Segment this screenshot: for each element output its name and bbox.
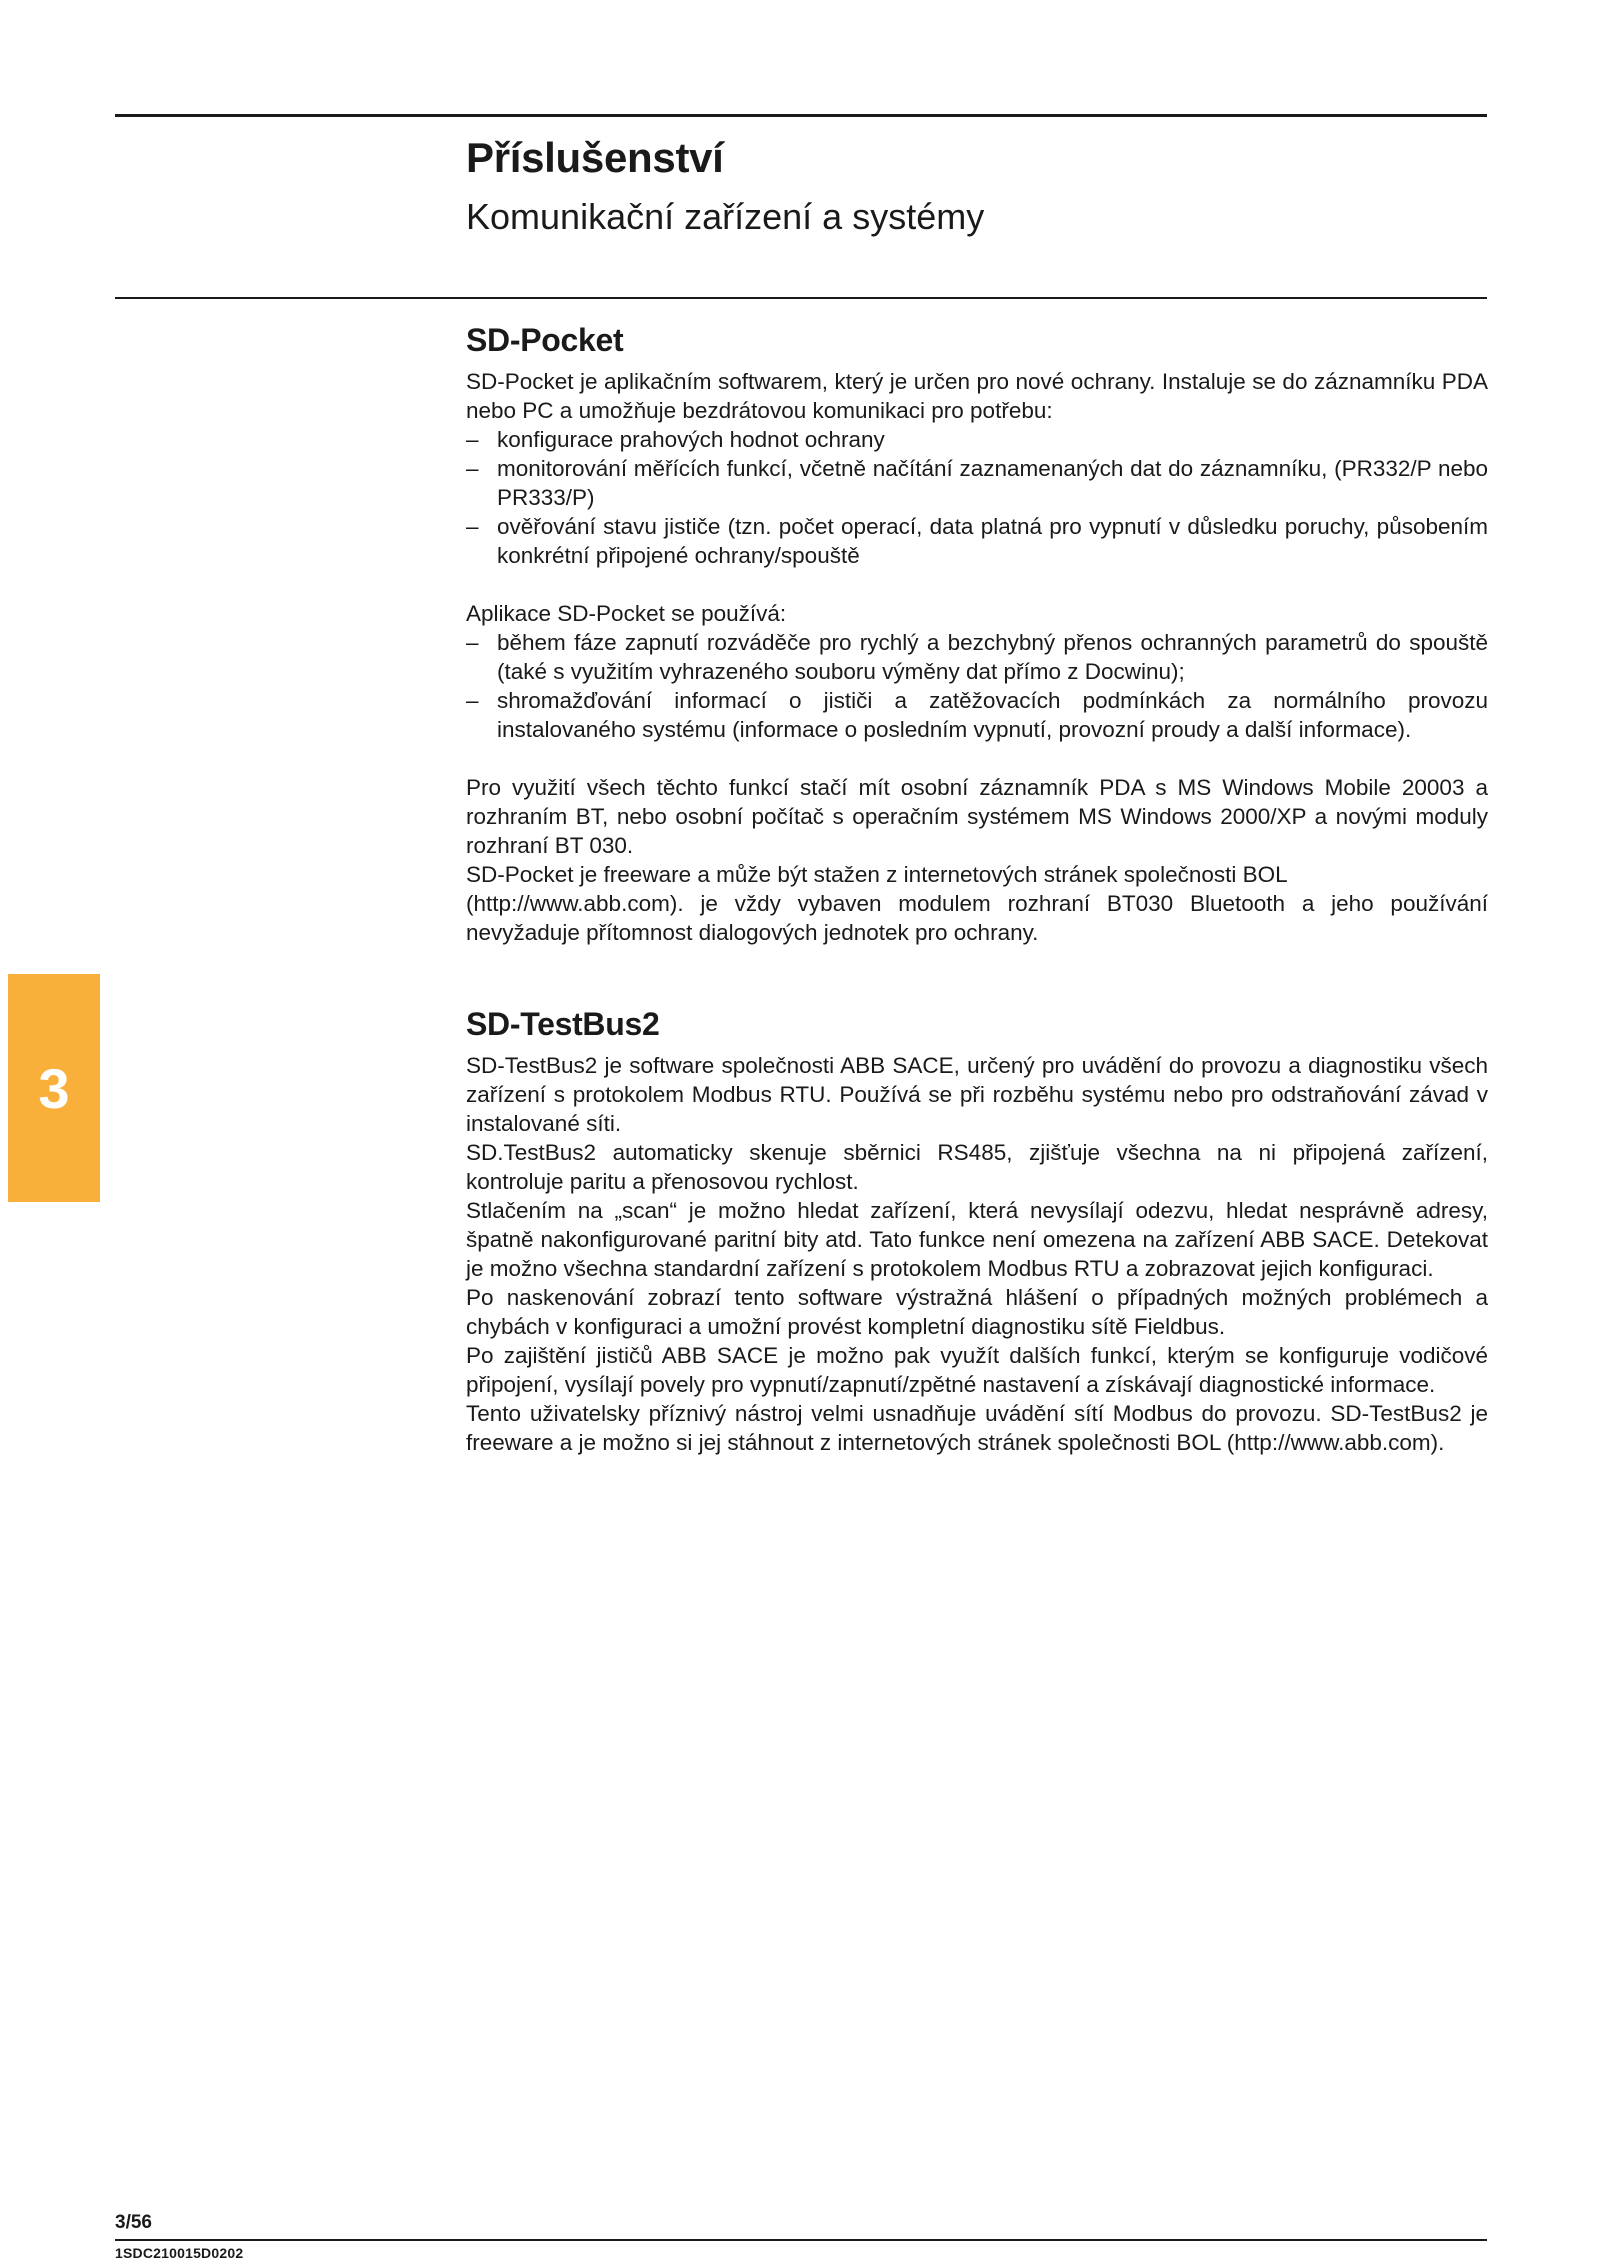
header-divider xyxy=(115,297,1487,299)
list-item: – shromažďování informací o jističi a zatěžovacích podmínkách za normálního provozu instalovaného systému (informace o posledním vypnutí, provozní proudy a další informace). xyxy=(466,688,1488,742)
list-item: – monitorování měřících funkcí, včetně načítání zaznamenaných dat do záznamníku, (PR332/P nebo PR333/P) xyxy=(466,456,1488,510)
sd-pocket-freeware: SD-Pocket je freeware a může být stažen z internetových stránek společnosti BOL xyxy=(466,862,1288,887)
sd-pocket-applications-list xyxy=(466,628,1488,744)
sd-pocket-heading: SD-Pocket xyxy=(466,322,624,358)
sd-pocket-freeware-cont: (http://www.abb.com). je vždy vybaven modulem rozhraní BT030 Bluetooth a jeho používání nevyžaduje přítomnost dialogových jednotek pro ochrany. xyxy=(466,891,1488,945)
top-divider xyxy=(115,114,1487,117)
sd-pocket-intro: SD-Pocket je aplikačním softwarem, který je určen pro nové ochrany. Instaluje se do záznamníku PDA nebo PC a umožňuje bezdrátovou komunikaci pro potřebu: xyxy=(466,369,1488,423)
document-code: 1SDC210015D0202 xyxy=(115,2245,244,2261)
page-subtitle: Komunikační zařízení a systémy xyxy=(466,196,985,237)
sd-testbus2-section xyxy=(466,1006,1488,1457)
list-item: – konfigurace prahových hodnot ochrany xyxy=(466,427,885,452)
footer-divider xyxy=(115,2239,1487,2241)
sd-testbus2-paragraph: SD-TestBus2 je software společnosti ABB SACE, určený pro uvádění do provozu a diagnostiku všech zařízení s protokolem Modbus RTU. Používá se při rozběhu systému nebo pro odstraňování závad v instalované síti. xyxy=(466,1053,1488,1136)
page-number: 3/56 xyxy=(115,2212,152,2233)
list-item: – během fáze zapnutí rozváděče pro rychlý a bezchybný přenos ochranných parametrů do spouště (také s využitím vyhrazeného souboru výměny dat přímo z Docwinu); xyxy=(466,630,1488,684)
sd-pocket-requirements: Pro využití všech těchto funkcí stačí mít osobní záznamník PDA s MS Windows Mobile 20003 a rozhraním BT, nebo osobní počítač s operačním systémem MS Windows 2000/XP a novými moduly rozhraní BT 030. xyxy=(466,775,1488,858)
page-title: Příslušenství xyxy=(466,134,724,181)
list-item: – ověřování stavu jističe (tzn. počet operací, data platná pro vypnutí v důsledku poruchy, působením konkrétní připojené ochrany/spouště xyxy=(466,514,1488,568)
chapter-tab xyxy=(8,974,100,1202)
sd-pocket-uses-list xyxy=(466,425,1488,570)
sd-pocket-section xyxy=(466,322,1488,947)
sd-testbus2-paragraph: Po naskenování zobrazí tento software výstražná hlášení o případných možných problémech a chybách v konfiguraci a umožní provést kompletní diagnostiku sítě Fieldbus. xyxy=(466,1285,1488,1339)
sd-testbus2-heading: SD-TestBus2 xyxy=(466,1006,660,1042)
sd-testbus2-paragraph: Po zajištění jističů ABB SACE je možno pak využít dalších funkcí, kterým se konfiguruje vodičové připojení, vysílají povely pro vypnutí/zapnutí/zpětné nastavení a získávají diagnostické informace. xyxy=(466,1343,1488,1397)
sd-pocket-application-intro: Aplikace SD-Pocket se používá: xyxy=(466,601,787,626)
chapter-number: 3 xyxy=(38,1056,70,1120)
sd-testbus2-paragraph: Tento uživatelsky příznivý nástroj velmi usnadňuje uvádění sítí Modbus do provozu. SD-TestBus2 je freeware a je možno si jej stáhnout z internetových stránek společnosti BOL (http://www.abb.com). xyxy=(466,1401,1488,1455)
sd-testbus2-paragraph: Stlačením na „scan“ je možno hledat zařízení, která nevysílají odezvu, hledat nesprávně adresy, špatně nakonfigurované paritní bity atd. Tato funkce není omezena na zařízení ABB SACE. Detekovat je možno všechna standardní zařízení s protokolem Modbus RTU a zobrazovat jejich konfiguraci. xyxy=(466,1198,1488,1281)
sd-testbus2-paragraph: SD.TestBus2 automaticky skenuje sběrnici RS485, zjišťuje všechna na ni připojená zařízení, kontroluje paritu a přenosovou rychlost. xyxy=(466,1140,1488,1194)
